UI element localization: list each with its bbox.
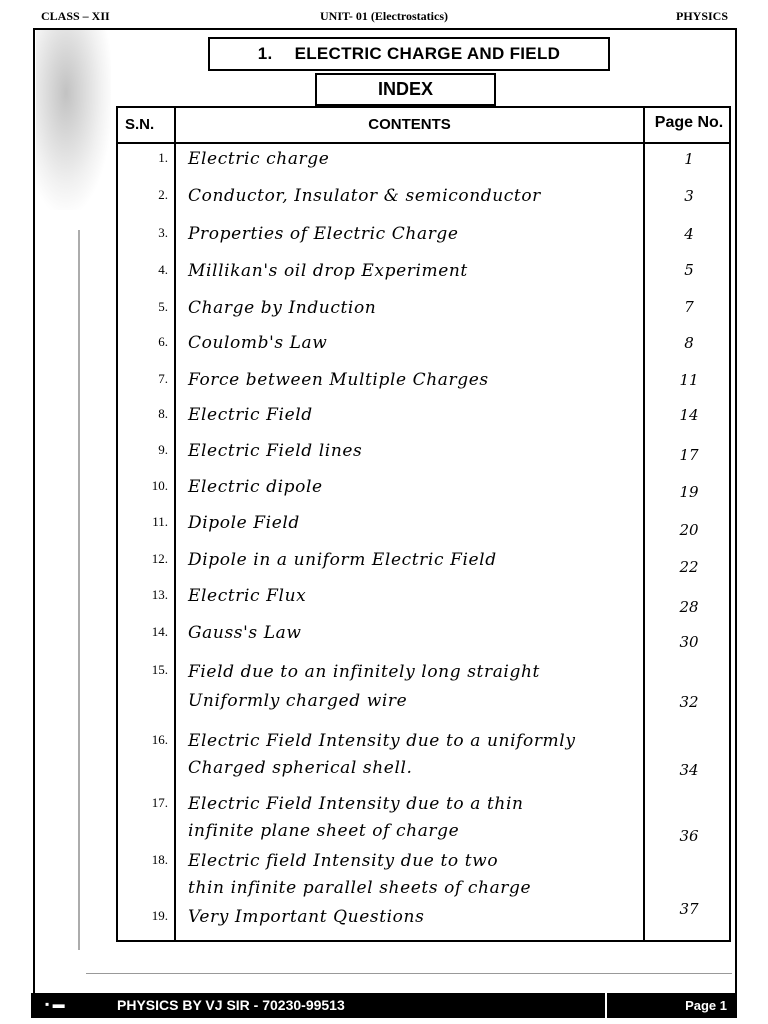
row-serial-number: 5. [158, 299, 168, 314]
page-header [0, 0, 768, 28]
header-subject: PHYSICS [675, 9, 728, 23]
scan-smudge [36, 30, 111, 210]
row-serial-number: 9. [158, 442, 168, 457]
row-serial-number: 8. [158, 406, 168, 421]
row-content [188, 295, 638, 321]
row-serial-number: 3. [158, 225, 168, 240]
row-content [188, 510, 638, 536]
row-content-line: Electric Field [188, 405, 313, 425]
row-content-line: Field due to an infinitely long straight [188, 662, 540, 682]
row-content [188, 848, 638, 902]
row-page-number: 14 [679, 406, 699, 424]
row-content-line: Electric charge [188, 149, 330, 169]
row-page-number: 11 [679, 371, 699, 389]
row-content [188, 474, 638, 500]
row-serial-number: 19. [151, 908, 168, 923]
row-content [188, 438, 638, 464]
row-serial-number: 4. [158, 262, 168, 277]
row-content [188, 258, 638, 284]
row-content [188, 146, 638, 172]
row-page-number: 1 [684, 150, 694, 168]
row-content-line: Millikan's oil drop Experiment [188, 261, 468, 281]
row-serial-number: 13. [151, 587, 168, 602]
row-page-number: 28 [679, 598, 699, 616]
header-divider [118, 142, 729, 144]
row-serial-number: 1. [158, 150, 168, 165]
row-page-number: 37 [679, 900, 699, 918]
row-content [188, 221, 638, 247]
row-page-number: 7 [684, 298, 694, 316]
row-page-number: 19 [679, 483, 699, 501]
row-content [188, 367, 638, 393]
row-content-line: Electric field Intensity due to two [188, 851, 499, 871]
row-content [188, 728, 638, 782]
row-content [188, 183, 638, 209]
row-content-line: Properties of Electric Charge [188, 224, 459, 244]
row-content-line: Dipole Field [188, 513, 300, 533]
row-content-line: Charged spherical shell. [188, 758, 413, 778]
row-content-line: Electric Flux [188, 586, 307, 606]
page-footer [31, 993, 737, 1018]
chapter-number: 1. [257, 44, 273, 63]
row-page-number: 30 [679, 633, 699, 651]
table-header-contents: CONTENTS [368, 116, 451, 133]
row-content [188, 583, 638, 609]
row-content-line: Electric Field Intensity due to a thin [188, 794, 524, 814]
row-serial-number: 17. [151, 795, 168, 810]
row-content-line: infinite plane sheet of charge [188, 821, 460, 841]
margin-line [78, 230, 80, 950]
row-serial-number: 14. [151, 624, 168, 639]
row-content [188, 330, 638, 356]
row-content-line: Uniformly charged wire [188, 691, 408, 711]
row-page-number: 3 [684, 187, 694, 205]
table-header-sn: S.N. [125, 116, 155, 133]
row-page-number: 20 [679, 521, 699, 539]
row-content [188, 620, 638, 646]
row-content-line: Coulomb's Law [188, 333, 328, 353]
row-content-line: Charge by Induction [188, 298, 377, 318]
row-serial-number: 7. [158, 371, 168, 386]
row-content-line: Very Important Questions [188, 907, 425, 927]
row-content-line: Gauss's Law [188, 623, 302, 643]
row-content-line: Force between Multiple Charges [188, 370, 489, 390]
chapter-name: ELECTRIC CHARGE AND FIELD [294, 44, 561, 63]
row-content [188, 904, 638, 930]
row-serial-number: 15. [151, 662, 168, 677]
footer-page-number: Page 1 [685, 998, 727, 1013]
footer-marks: ▪ ▬ [45, 997, 65, 1011]
row-page-number: 36 [679, 827, 699, 845]
row-page-number: 4 [684, 225, 694, 243]
row-serial-number: 12. [151, 551, 168, 566]
row-content-line: Electric dipole [188, 477, 323, 497]
row-content [188, 791, 638, 845]
table-header-page: Page No. [654, 114, 724, 131]
row-page-number: 5 [684, 261, 694, 279]
row-serial-number: 2. [158, 187, 168, 202]
bottom-rule [86, 973, 732, 974]
footer-text: PHYSICS BY VJ SIR - 70230-99513 [117, 997, 345, 1013]
row-page-number: 8 [684, 334, 694, 352]
row-serial-number: 18. [151, 852, 168, 867]
row-content-line: thin infinite parallel sheets of charge [188, 878, 532, 898]
footer-divider [605, 993, 607, 1018]
row-content-line: Electric Field lines [188, 441, 363, 461]
row-content-line: Electric Field Intensity due to a uniformly [188, 731, 576, 751]
row-content-line: Dipole in a uniform Electric Field [188, 550, 497, 570]
row-page-number: 17 [679, 446, 699, 464]
row-content [188, 547, 638, 573]
row-serial-number: 16. [151, 732, 168, 747]
row-serial-number: 10. [151, 478, 168, 493]
column-divider-sn [174, 108, 176, 940]
row-content [188, 402, 638, 428]
row-page-number: 34 [679, 761, 699, 779]
row-content-line: Conductor, Insulator & semiconductor [188, 186, 541, 206]
index-table [116, 106, 731, 942]
chapter-title [208, 37, 610, 71]
row-page-number: 32 [679, 693, 699, 711]
row-serial-number: 6. [158, 334, 168, 349]
index-title: INDEX [315, 73, 496, 106]
header-class: CLASS – XII [41, 9, 110, 23]
row-page-number: 22 [679, 558, 699, 576]
row-content [188, 658, 638, 716]
header-unit: UNIT- 01 (Electrostatics) [320, 9, 448, 23]
row-serial-number: 11. [152, 514, 168, 529]
